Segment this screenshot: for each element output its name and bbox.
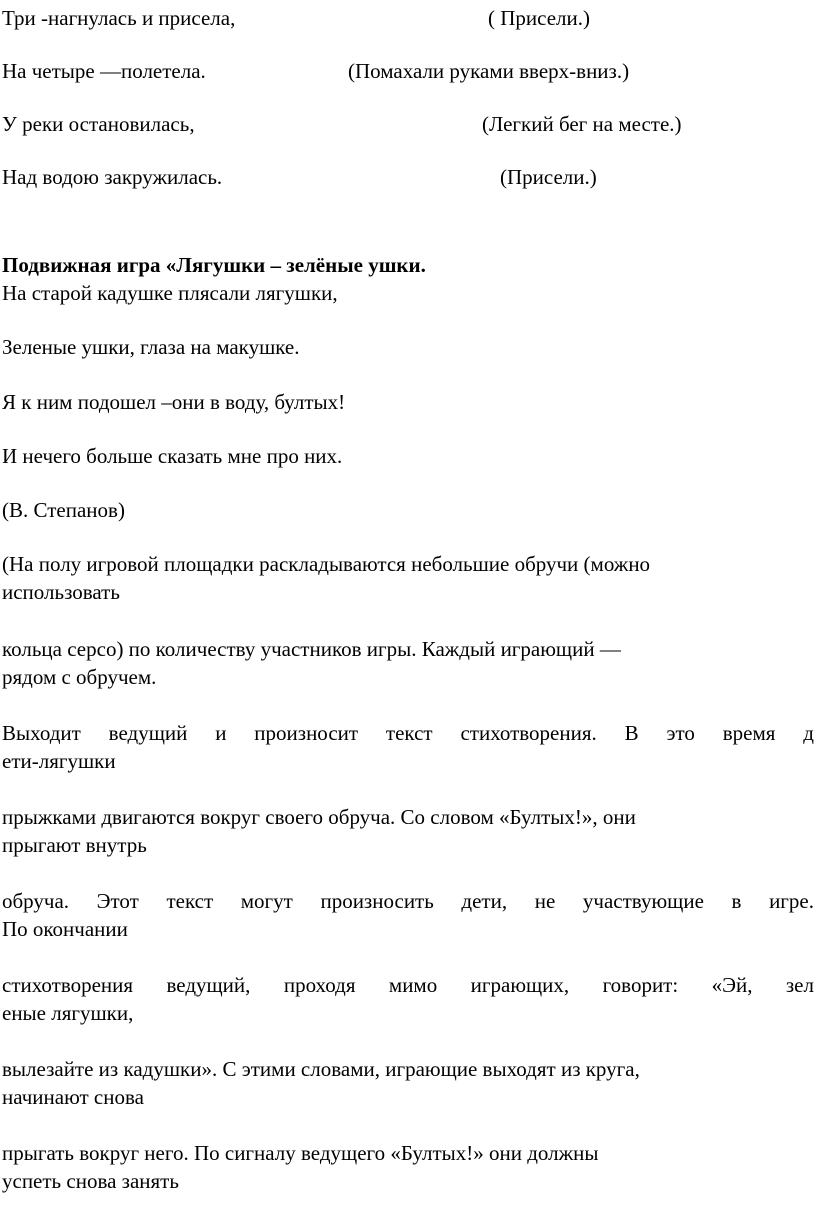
poem-author: (В. Степанов)	[2, 498, 125, 522]
poem-line-1: На старой кадушке плясали лягушки,	[2, 281, 338, 305]
desc-6b: еные лягушки,	[2, 1001, 134, 1025]
desc-1b: использовать	[2, 580, 120, 604]
desc-8a: прыгать вокруг него. По сигналу ведущего «Бултых!» они должны	[2, 1141, 599, 1165]
poem-top-line-1: Три -нагнулась и присела,	[2, 6, 236, 30]
desc-7b: начинают снова	[2, 1085, 144, 1109]
game-title: Подвижная игра «Лягушки – зелёные ушки.	[2, 253, 426, 277]
poem-line-4: И нечего больше сказать мне про них.	[2, 444, 343, 468]
desc-4a: прыжками двигаются вокруг своего обруча. Со словом «Бултых!», они	[2, 805, 636, 829]
poem-top-action-2: (Помахали руками вверх-вниз.)	[348, 59, 630, 83]
desc-3b: ети-лягушки	[2, 749, 116, 773]
desc-5a: обруча. Этот текст могут произносить дети, не участвующие в игре.	[2, 889, 814, 913]
desc-2a: кольца серсо) по количеству участников игры. Каждый играющий —	[2, 637, 621, 661]
desc-4b: прыгают внутрь	[2, 833, 147, 857]
poem-top-action-3: (Легкий бег на месте.)	[482, 112, 682, 136]
poem-top-line-3: У реки остановилась,	[2, 112, 195, 136]
desc-5b: По окончании	[2, 917, 128, 941]
poem-top-line-4: Над водою закружилась.	[2, 165, 223, 189]
desc-7a: вылезайте из кадушки». С этими словами, играющие выходят из круга,	[2, 1057, 640, 1081]
desc-8b: успеть снова занять	[2, 1169, 179, 1193]
poem-line-3: Я к ним подошел –они в воду, бултых!	[2, 390, 346, 414]
poem-top-action-4: (Присели.)	[500, 165, 597, 189]
desc-6a: стихотворения ведущий, проходя мимо играющих, говорит: «Эй, зел	[2, 973, 814, 997]
poem-line-2: Зеленые ушки, глаза на макушке.	[2, 335, 300, 359]
desc-1a: (На полу игровой площадки раскладываются небольшие обручи (можно	[2, 552, 651, 576]
poem-top-action-1: ( Присели.)	[488, 6, 591, 30]
desc-3a: Выходит ведущий и произносит текст стихотворения. В это время д	[2, 721, 814, 745]
poem-top-line-2: На четыре —полетела.	[2, 59, 206, 83]
desc-2b: рядом с обручем.	[2, 665, 157, 689]
